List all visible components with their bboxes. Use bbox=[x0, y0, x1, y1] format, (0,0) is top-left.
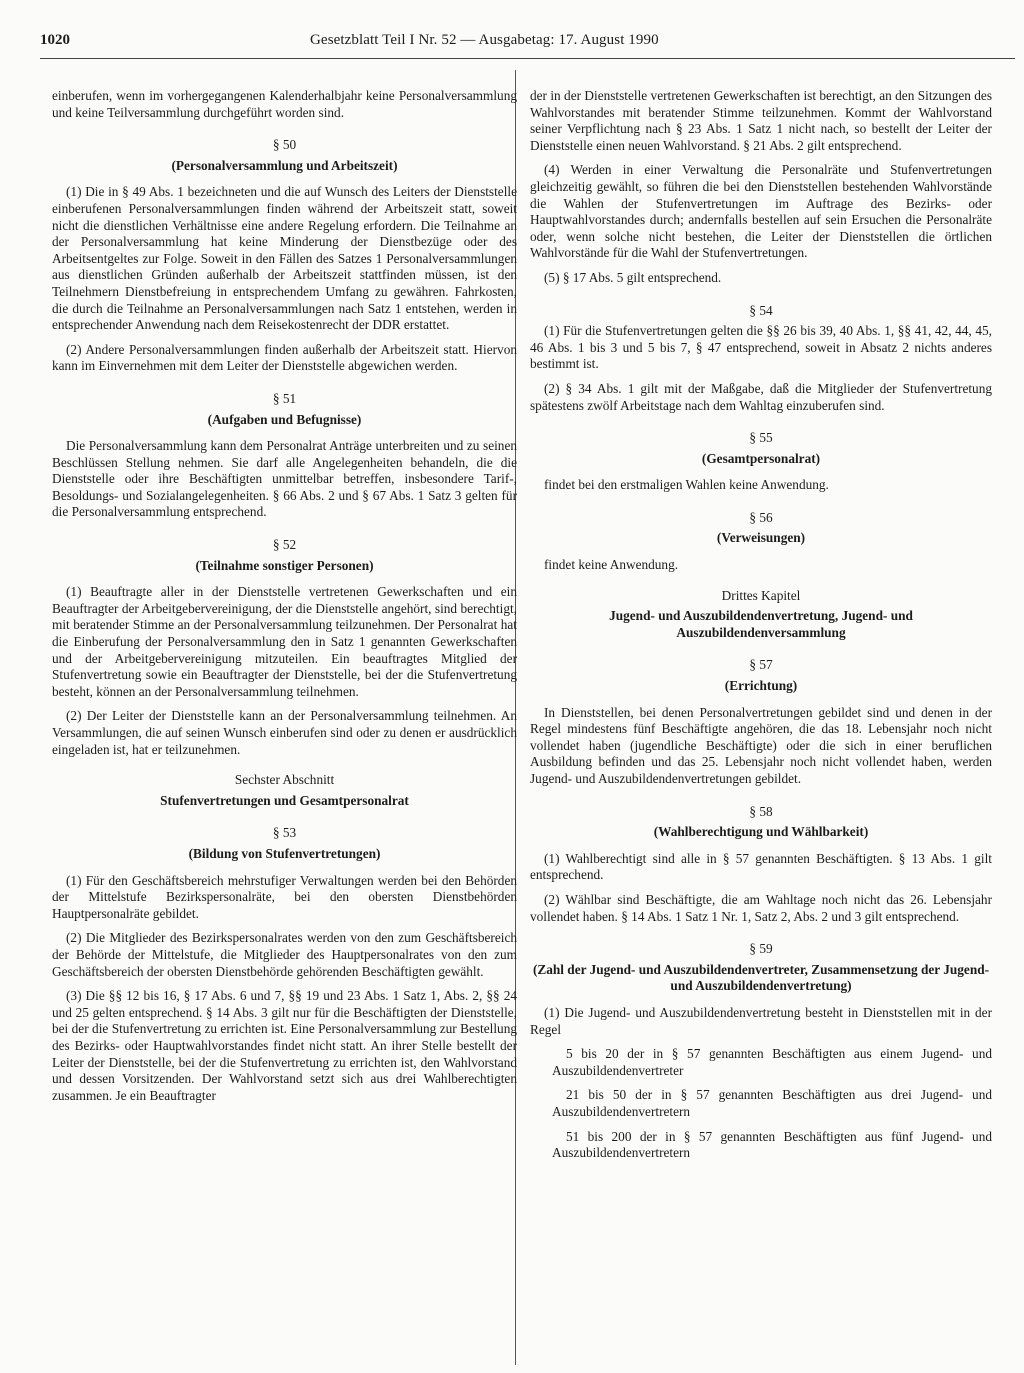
paragraph: findet bei den erstmaligen Wahlen keine Anwendung. bbox=[544, 477, 829, 493]
part-title: Stufenvertretungen und Gesamtpersonalrat bbox=[160, 792, 409, 808]
part-label: Sechster Abschnitt bbox=[234, 772, 335, 788]
section-title: (Wahlberechtigung und Wählbarkeit) bbox=[653, 824, 869, 840]
section-number: § 55 bbox=[749, 430, 773, 446]
list-item: 21 bis 50 der in § 57 genannten Beschäftigten aus drei Jugend- und Auszubildendenvertretern bbox=[552, 1087, 992, 1119]
paragraph: (2) Andere Personalversammlungen finden außerhalb der Arbeitszeit statt. Hiervon kann im Einvernehmen mit dem Leiter der Dienststelle abgewichen werden. bbox=[52, 341, 517, 374]
section-title: (Aufgaben und Befugnisse) bbox=[207, 411, 362, 427]
paragraph: (1) Beauftragte aller in der Dienststelle vertretenen Gewerkschaften und ein Beauftragter der Arbeitgebervereinigung, der die Dienststelle angehört, sind berechtigt, mit beratender Stimme an der Personalversammlung teilzunehmen. Der Personalrat hat die Einberufung der Personalversammlung den in Satz 1 genannten Gewerkschaften und der Arbeitgebervereinigung mitzuteilen. Ein beauftragtes Mitglied der Stufenvertretung sowie ein Beauftragter der Dienststelle, bei der die Stufenvertretung besteht, können an der Personalversammlung teilnehmen. bbox=[52, 584, 517, 699]
section-number: § 54 bbox=[749, 302, 773, 318]
section-title: (Verweisungen) bbox=[716, 530, 806, 546]
section-number: § 50 bbox=[272, 137, 297, 153]
paragraph: (2) § 34 Abs. 1 gilt mit der Maßgabe, daß die Mitglieder der Stufenvertretung spätestens zwölf Arbeitstage nach dem Wahltag einzuberufen sind. bbox=[530, 380, 992, 413]
right-column bbox=[530, 88, 992, 1170]
section-title: (Teilnahme sonstiger Personen) bbox=[195, 557, 374, 573]
section-title: (Zahl der Jugend- und Auszubildendenvertreter, Zusammensetzung der Jugend- und Auszubildendenvertretung) bbox=[532, 961, 990, 994]
paragraph: (5) § 17 Abs. 5 gilt entsprechend. bbox=[544, 269, 722, 285]
section-number: § 57 bbox=[749, 657, 773, 673]
paragraph: In Dienststellen, bei denen Personalvertretungen gebildet sind und denen in der Regel mindestens fünf Beschäftigte angehören, die das 18. Lebensjahr noch nicht vollendet haben (jugendliche Beschäftigte) oder die sich in einer beruflichen Ausbildung befinden und das 25. Lebensjahr noch nicht vollendet haben, werden Jugend- und Auszubildendenvertretungen gebildet. bbox=[530, 704, 992, 786]
section-number: § 58 bbox=[749, 803, 773, 819]
paragraph: der in der Dienststelle vertretenen Gewerkschaften ist berechtigt, an den Sitzungen des Wahlvorstandes mit beratender Stimme teilzunehmen. Kommt der Wahlvorstand seiner Verpflichtung nach § 23 Abs. 1 Satz 1 nicht nach, so bestellt der Leiter der Dienststelle einen neuen Wahlvorstand. § 21 Abs. 2 gilt entsprechend. bbox=[530, 88, 992, 153]
paragraph: (2) Wählbar sind Beschäftigte, die am Wahltage noch nicht das 26. Lebensjahr vollendet haben. § 14 Abs. 1 Satz 1 Nr. 1, Satz 2, Abs. 2 und 3 gilt entsprechend. bbox=[530, 891, 992, 924]
section-title: (Personalversammlung und Arbeitszeit) bbox=[171, 157, 398, 173]
paragraph: (1) Die in § 49 Abs. 1 bezeichneten und die auf Wunsch des Leiters der Dienststelle einberufenen Personalversammlungen finden während der Arbeitszeit statt, soweit nicht die dienstlichen Verhältnisse eine andere Regelung erfordern. Die Teilnahme an der Personalversammlung hat keine Minderung der Dienstbezüge oder des Arbeitsentgeltes zur Folge. Soweit in den Fällen des Satzes 1 Personalversammlungen aus dienstlichen Gründen außerhalb der Arbeitszeit stattfinden müssen, ist den Teilnehmern Dienstbefreiung in entsprechendem Umfang zu gewähren. Fahrkosten, die durch die Teilnahme an Personalversammlungen nach Satz 1 entstehen, werden in entsprechender Anwendung nach dem Reisekostenrecht der DDR erstattet. bbox=[52, 184, 517, 333]
paragraph: Die Personalversammlung kann dem Personalrat Anträge unterbreiten und zu seinen Beschlüssen Stellung nehmen. Sie darf alle Angelegenheiten behandeln, die die Dienststelle oder ihre Beschäftigten unmittelbar betreffen, insbesondere Tarif-, Besoldungs- und Sozialangelegenheiten. § 66 Abs. 2 und § 67 Abs. 1 Satz 3 gelten für die Personalversammlung entsprechend. bbox=[52, 438, 517, 520]
list-item: 5 bis 20 der in § 57 genannten Beschäftigten aus einem Jugend- und Auszubildendenvertreter bbox=[552, 1046, 992, 1078]
section-number: § 59 bbox=[749, 941, 773, 957]
section-title: (Errichtung) bbox=[724, 678, 798, 694]
section-title: (Bildung von Stufenvertretungen) bbox=[188, 845, 381, 861]
section-number: § 51 bbox=[272, 390, 297, 406]
section-number: § 56 bbox=[749, 509, 773, 525]
paragraph: (1) Für den Geschäftsbereich mehrstufiger Verwaltungen werden bei den Behörden der Mittelstufe Bezirkspersonalräte, bei den obersten Dienstbehörden Hauptpersonalräte gebildet. bbox=[52, 872, 517, 921]
chapter-title: Jugend- und Auszubildendenvertretung, Jugend- und Auszubildendenversammlung bbox=[609, 608, 913, 640]
paragraph: findet keine Anwendung. bbox=[544, 557, 679, 573]
paragraph: (3) Die §§ 12 bis 16, § 17 Abs. 6 und 7, §§ 19 und 23 Abs. 1 Satz 1, Abs. 2, §§ 24 und 25 gelten entsprechend. § 14 Abs. 3 gilt nur für die Beschäftigten der Dienststelle, bei der die Stufenvertretung zu errichten ist. Eine Personalversammlung zur Bestellung des Bezirks- oder Hauptwahlvorstandes findet nicht statt. An ihrer Stelle bestellt der Leiter der Dienststelle, bei der die Stufenvertretung zu errichten ist, den Wahlvorstand und dessen Vorsitzenden. Der Wahlvorstand setzt sich aus drei Wahlberechtigten zusammen. Je ein Beauftragter bbox=[52, 988, 517, 1103]
list-item: 51 bis 200 der in § 57 genannten Beschäftigten aus fünf Jugend- und Auszubildendenvertretern bbox=[552, 1128, 992, 1161]
paragraph: (2) Die Mitglieder des Bezirkspersonalrates werden von den zum Geschäftsbereich der Behörde der Mittelstufe, die Mitglieder des Hauptpersonalrates von den zum Geschäftsbereich der obersten Dienstbehörde gehörenden Beschäftigten gewählt. bbox=[52, 930, 517, 979]
paragraph: (1) Für die Stufenvertretungen gelten die §§ 26 bis 39, 40 Abs. 1, §§ 41, 42, 44, 45, 46 Abs. 1 bis 3 und 5 bis 7, § 47 entsprechend, soweit in Absatz 2 nichts anderes bestimmt ist. bbox=[530, 323, 992, 372]
running-title: Gesetzblatt Teil I Nr. 52 — Ausgabetag: 17. August 1990 bbox=[310, 32, 659, 48]
paragraph: (1) Die Jugend- und Auszubildendenvertretung besteht in Dienststellen mit in der Regel bbox=[530, 1004, 992, 1037]
section-number: § 52 bbox=[272, 537, 297, 553]
chapter-label: Drittes Kapitel bbox=[721, 587, 801, 603]
page-number: 1020 bbox=[40, 32, 70, 48]
paragraph: (1) Wahlberechtigt sind alle in § 57 genannten Beschäftigten. § 13 Abs. 1 gilt entsprechend. bbox=[530, 850, 992, 883]
paragraph: (2) Der Leiter der Dienststelle kann an der Personalversammlung teilnehmen. An Versammlungen, die auf seinen Wunsch einberufen sind oder zu denen er ausdrücklich eingeladen ist, hat er teilzunehmen. bbox=[52, 708, 517, 757]
paragraph: einberufen, wenn im vorhergegangenen Kalenderhalbjahr keine Personalversammlung und keine Teilversammlung durchgeführt worden sind. bbox=[52, 88, 517, 120]
paragraph: (4) Werden in einer Verwaltung die Personalräte und Stufenvertretungen gleichzeitig gewählt, so führen die bei den Dienststellen bestehenden Wahlvorstände die Wahlen der Stufenvertretungen im Auftrage des Bezirks- oder Hauptwahlvorstandes durch; andernfalls bestellen auf sein Ersuchen die Personalräte oder, wenn solche nicht bestehen, die Leiter der Dienststellen die örtlichen Wahlvorstände für die Wahl der Stufenvertretungen. bbox=[530, 162, 992, 261]
page-header bbox=[40, 32, 1015, 59]
section-title: (Gesamtpersonalrat) bbox=[701, 450, 821, 466]
section-number: § 53 bbox=[272, 825, 297, 841]
left-column bbox=[52, 88, 517, 1112]
